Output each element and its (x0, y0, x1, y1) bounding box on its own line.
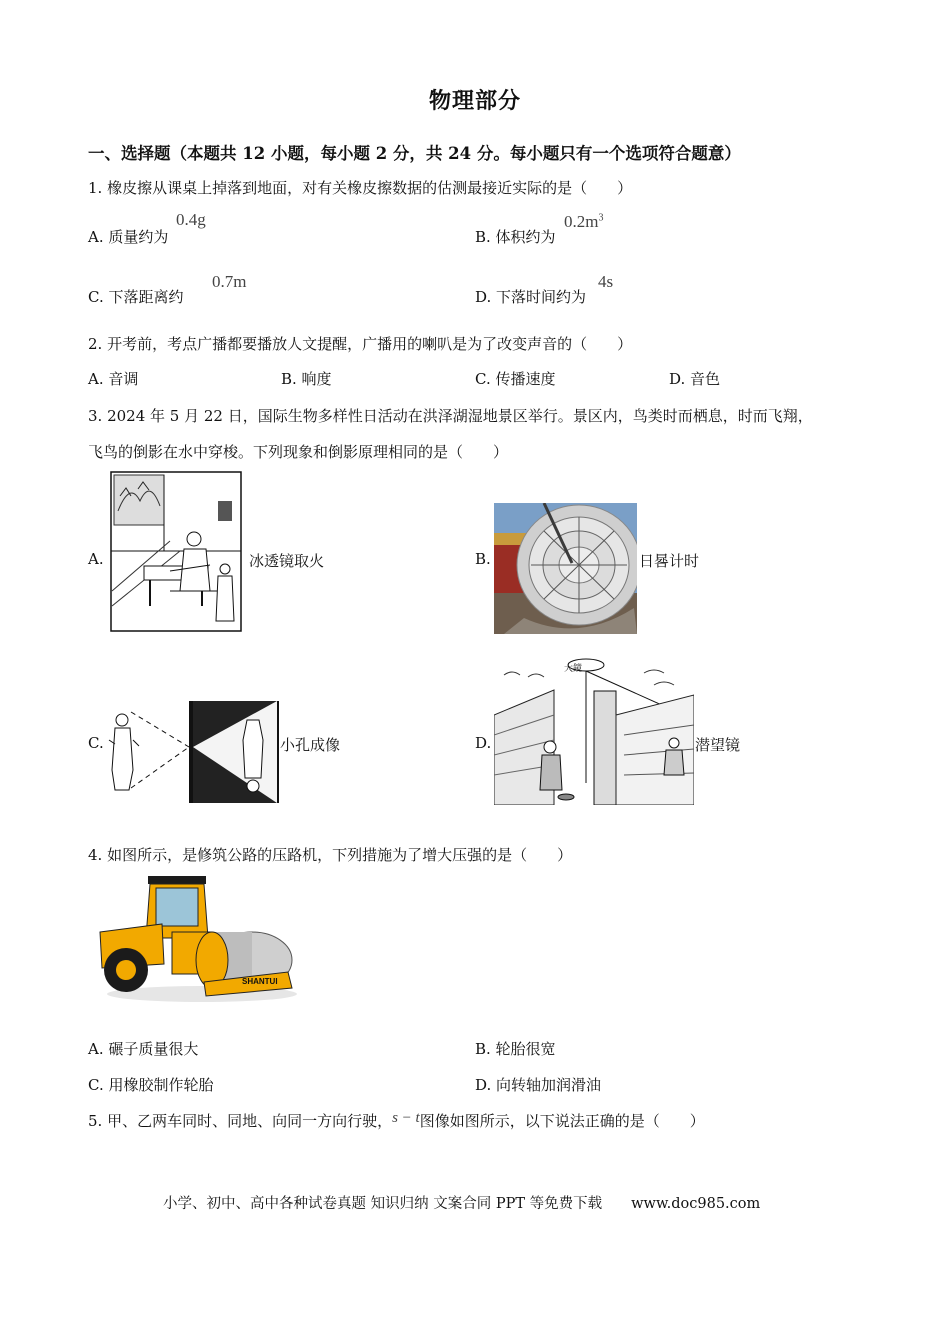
roller-brand-text: SHANTUI (242, 977, 278, 986)
question-2-stem: 2. 开考前，考点广播都要播放人文提醒，广播用的喇叭是为了改变声音的（ ） (88, 335, 633, 353)
periscope-illustration (494, 655, 694, 805)
q2-option-b: B. 响度 (281, 370, 332, 388)
q3-option-b-text: 日晷计时 (639, 552, 700, 570)
q3-option-a-text: 冰透镜取火 (249, 552, 325, 570)
q3-option-c-text: 小孔成像 (280, 736, 341, 754)
question-4-stem: 4. 如图所示，是修筑公路的压路机，下列措施为了增大压强的是（ ） (88, 846, 573, 864)
q3-option-c-letter: C. (88, 734, 104, 752)
page-title: 物理部分 (428, 88, 521, 114)
q3-option-b-letter: B. (475, 550, 491, 568)
q2-option-c: C. 传播速度 (475, 370, 556, 388)
q4-option-c: C. 用橡胶制作轮胎 (88, 1076, 214, 1094)
question-3-stem-line1: 3. 2024 年 5 月 22 日，国际生物多样性日活动在洪泽湖湿地景区举行。景区内，鸟类时而栖息，时而飞翔， (88, 407, 813, 425)
ice-lens-fire-illustration (110, 471, 242, 632)
question-5-stem (88, 1110, 705, 1131)
q1-option-b-label: B. 体积约为 (475, 228, 556, 246)
section-heading: 一、选择题（本题共 12 小题，每小题 2 分，共 24 分。每小题只有一个选项符合题意） (88, 144, 741, 163)
q5-stem-end: 图像如图所示，以下说法正确的是（ ） (419, 1112, 705, 1130)
q5-stem-start: 5. 甲、乙两车同时、同地、向同一方向行驶， (88, 1112, 393, 1130)
question-3-stem-line2: 飞鸟的倒影在水中穿梭。下列现象和倒影原理相同的是（ ） (88, 443, 509, 461)
q1-option-c-label: C. 下落距离约 (88, 288, 184, 306)
q1-option-a-label: A. 质量约为 (88, 228, 169, 246)
question-1-stem: 1. 橡皮擦从课桌上掉落到地面，对有关橡皮擦数据的估测最接近实际的是（ ） (88, 179, 633, 197)
periscope-mirror-label: 大鏡 (564, 664, 583, 674)
q3-option-a-letter: A. (88, 550, 104, 568)
q1-option-a-value: 0.4g (176, 210, 206, 229)
q1-option-b-value: $0.2m^3$ (564, 212, 604, 231)
q4-option-d: D. 向转轴加润滑油 (475, 1076, 602, 1094)
q5-stem-math: s − t (392, 1110, 420, 1126)
road-roller-photo (92, 872, 298, 1004)
q4-option-a: A. 碾子质量很大 (88, 1040, 199, 1058)
q4-option-b: B. 轮胎很宽 (475, 1040, 556, 1058)
q1-option-c-value: 0.7m (212, 272, 247, 291)
q1-option-b-exponent: 3 (598, 212, 604, 224)
q3-option-d-text: 潜望镜 (695, 736, 741, 754)
q3-option-d-letter: D. (475, 734, 492, 752)
q2-option-a: A. 音调 (88, 370, 139, 388)
q2-option-d: D. 音色 (669, 370, 721, 388)
q1-option-d-value: 4s (598, 272, 614, 291)
q1-option-d-label: D. 下落时间约为 (475, 288, 587, 306)
pinhole-imaging-diagram (103, 700, 279, 804)
page-footer: 小学、初中、高中各种试卷真题 知识归纳 文案合同 PPT 等免费下载 www.doc985.com (163, 1196, 761, 1212)
sundial-photo (494, 503, 637, 634)
